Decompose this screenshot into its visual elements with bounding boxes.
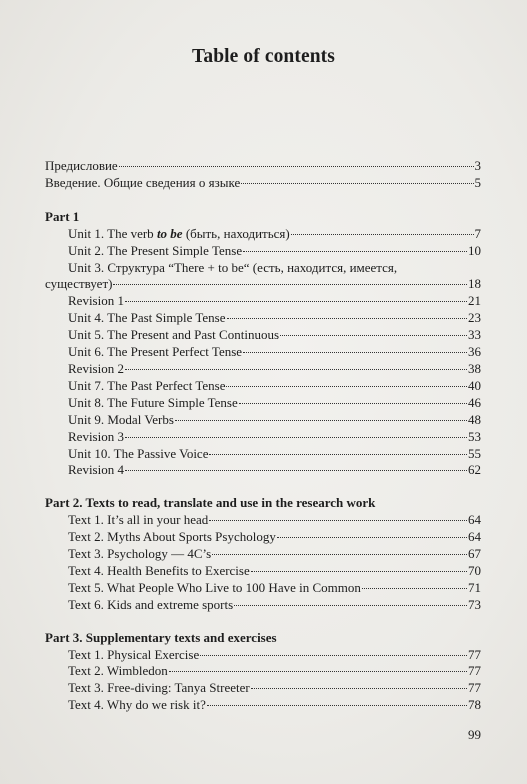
dot-leader (125, 369, 467, 370)
page-number: 99 (468, 727, 481, 742)
dot-leader (125, 470, 467, 471)
toc-entry-label: Text 2. Wimbledon (68, 663, 168, 679)
toc-entry[interactable] (45, 327, 481, 344)
toc-entry-page: 77 (468, 680, 481, 696)
toc-entry[interactable] (45, 344, 481, 361)
toc-entry-label: Text 5. What People Who Live to 100 Have in Common (68, 579, 361, 595)
toc-entry-label: Text 1. Physical Exercise (68, 646, 200, 662)
toc-entry[interactable] (45, 446, 481, 463)
toc-entry[interactable] (45, 462, 481, 479)
toc-entry[interactable] (45, 361, 481, 378)
toc-entry-page: 62 (468, 462, 481, 478)
dot-leader (234, 605, 467, 606)
toc-entry-introduction[interactable] (45, 175, 481, 192)
dot-leader (251, 688, 467, 689)
dot-leader (209, 454, 467, 455)
toc-entry-label: Text 3. Psychology — 4C’s (68, 546, 212, 562)
toc-entry-page: 23 (468, 310, 481, 326)
toc-entry-label: Unit 3. Структура “There + to be“ (есть, находится, имеется, (68, 259, 398, 275)
dot-leader (362, 588, 467, 589)
toc-entry-page: 77 (468, 663, 481, 679)
toc-entry-page: 36 (468, 344, 481, 360)
toc-entry-label-continued: существует) (45, 276, 113, 292)
toc-entry-label: Revision 2 (68, 360, 124, 376)
page-title: Table of contents (192, 46, 335, 67)
toc-entry[interactable] (45, 395, 481, 412)
dot-leader (226, 386, 467, 387)
toc-entry-page: 33 (468, 327, 481, 343)
toc-entry-label: Unit 2. The Present Simple Tense (68, 242, 243, 258)
toc-entry-label: Unit 10. The Passive Voice (68, 445, 209, 461)
dot-leader (125, 301, 467, 302)
toc-entry-label: Введение. Общие сведения о языке (45, 174, 241, 190)
toc-entry-label: Text 4. Health Benefits to Exercise (68, 562, 250, 578)
toc-entry[interactable] (45, 378, 481, 395)
toc-entry-page: 10 (468, 242, 481, 258)
toc-entry-label: Unit 8. The Future Simple Tense (68, 394, 238, 410)
toc-entry[interactable] (45, 243, 481, 260)
dot-leader (277, 537, 467, 538)
toc-entry[interactable] (45, 512, 481, 529)
toc-entry-label: Text 1. It’s all in your head (68, 512, 209, 528)
toc-entry-page: 53 (468, 428, 481, 444)
toc-entry-page: 5 (474, 174, 481, 190)
dot-leader (200, 655, 467, 656)
toc-entry-page: 7 (474, 225, 481, 241)
toc-entry-page: 64 (468, 512, 481, 528)
toc-entry-label: Revision 4 (68, 462, 124, 478)
dot-leader (169, 671, 467, 672)
dot-leader (241, 183, 473, 184)
dot-leader (113, 284, 467, 285)
toc-entry-label: Предисловие (45, 158, 118, 173)
dot-leader (227, 318, 468, 319)
toc-entry[interactable] (45, 697, 481, 714)
toc-entry-page: 48 (468, 411, 481, 427)
toc-entry-wrapped-line[interactable] (45, 260, 481, 277)
dot-leader (212, 554, 467, 555)
toc-entry-page: 67 (468, 546, 481, 562)
toc-entry[interactable] (45, 580, 481, 597)
toc-entry-label: Text 4. Why do we risk it? (68, 697, 206, 713)
toc-entry-label: Unit 6. The Present Perfect Tense (68, 344, 243, 360)
toc-entry-label: Unit 5. The Present and Past Continuous (68, 327, 280, 343)
toc-entry-page: 40 (468, 377, 481, 393)
toc-entry[interactable] (45, 647, 481, 664)
toc-entry[interactable] (45, 226, 481, 243)
dot-leader (243, 352, 467, 353)
toc-entry-page: 55 (468, 445, 481, 461)
dot-leader (280, 335, 467, 336)
toc-entry-page: 46 (468, 394, 481, 410)
toc-entry[interactable] (45, 429, 481, 446)
section-heading-part1: Part 1 (45, 208, 80, 224)
toc-entry[interactable] (45, 293, 481, 310)
dot-leader (243, 251, 467, 252)
toc-entry[interactable] (45, 563, 481, 580)
toc-entry-page: 38 (468, 360, 481, 376)
toc-entry-label: Revision 1 (68, 293, 124, 309)
toc-entry-page: 77 (468, 646, 481, 662)
dot-leader (251, 571, 467, 572)
toc-entry-label: Revision 3 (68, 428, 124, 444)
dot-leader (175, 420, 467, 421)
toc-entry-page: 21 (468, 293, 481, 309)
toc-entry-label: Text 2. Myths About Sports Psychology (68, 529, 276, 545)
dot-leader (239, 403, 467, 404)
toc-entry-page: 78 (468, 697, 481, 713)
toc-entry-label: Unit 1. The verb to be (быть, находиться) (68, 225, 290, 241)
toc-entry-label: Unit 4. The Past Simple Tense (68, 310, 226, 326)
toc-entry[interactable] (45, 529, 481, 546)
toc-entry[interactable] (45, 412, 481, 429)
toc-entry-page: 73 (468, 596, 481, 612)
toc-entry-page: 71 (468, 579, 481, 595)
toc-entry[interactable] (45, 597, 481, 614)
toc-entry-page: 3 (474, 158, 481, 173)
toc-entry[interactable] (45, 680, 481, 697)
dot-leader (209, 520, 467, 521)
toc-entry-page: 18 (468, 276, 481, 292)
toc-entry[interactable] (45, 546, 481, 563)
toc-entry-label: Unit 9. Modal Verbs (68, 411, 174, 427)
dot-leader (125, 437, 467, 438)
dot-leader (119, 166, 474, 167)
table-of-contents (45, 158, 481, 714)
toc-entry-label: Unit 7. The Past Perfect Tense (68, 377, 226, 393)
toc-entry-page: 70 (468, 562, 481, 578)
toc-entry-preface[interactable] (45, 158, 481, 175)
section-heading-part2: Part 2. Texts to read, translate and use in the research work (45, 495, 376, 511)
toc-entry[interactable] (45, 310, 481, 327)
toc-entry[interactable] (45, 663, 481, 680)
toc-entry-page: 64 (468, 529, 481, 545)
toc-entry[interactable] (45, 276, 481, 293)
toc-entry-label: Text 3. Free-diving: Tanya Streeter (68, 680, 250, 696)
dot-leader (207, 705, 467, 706)
toc-entry-label: Text 6. Kids and extreme sports (68, 596, 234, 612)
section-heading-part3: Part 3. Supplementary texts and exercises (45, 629, 277, 645)
dot-leader (291, 234, 474, 235)
